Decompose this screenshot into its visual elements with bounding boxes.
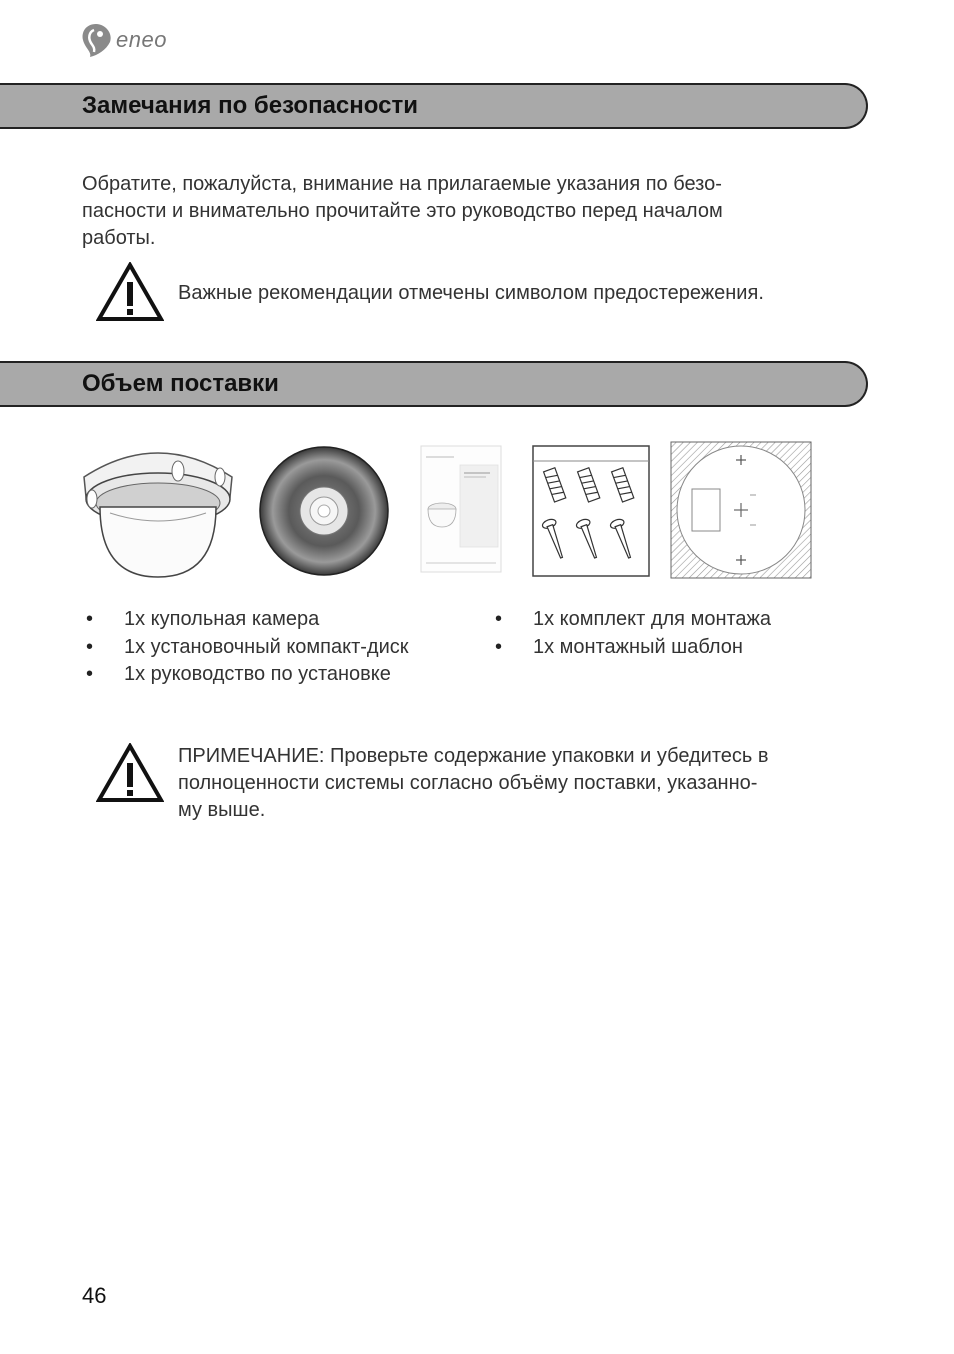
warning-text: Важные рекомендации отмечены символом предостережения. [178,282,764,304]
list-item: • 1x руководство по установке [82,661,409,689]
safety-line: пасности и внимательно прочитайте это руководство перед началом [82,200,723,222]
delivery-items-illustration [80,437,820,582]
cd-disc-icon [258,445,390,577]
brand-name: eneo [116,27,167,52]
delivery-list-left [82,606,409,689]
note-line: му выше. [178,799,266,821]
safety-line: Обратите, пожалуйста, внимание на прилагаемые указания по безо- [82,173,722,195]
brand-logo [80,20,167,60]
section-title-safety: Замечания по безопасности [82,92,418,119]
warning-triangle-icon [96,743,164,803]
eneo-logo-icon [80,22,114,58]
list-item: • 1x купольная камера [82,606,409,634]
safety-line: работы. [82,227,156,249]
safety-paragraph [82,171,842,252]
note-text [178,743,878,824]
list-item: • 1x установочный компакт-диск [82,634,409,662]
dome-camera-icon [80,437,236,579]
list-item: • 1x монтажный шаблон [491,634,771,662]
note-line: ПРИМЕЧАНИЕ: Проверьте содержание упаковки и убедитесь в [178,745,769,767]
mounting-kit-icon [532,445,650,577]
warning-triangle-icon [96,262,164,322]
page-number: 46 [82,1283,107,1308]
note-line: полноценности системы согласно объёму поставки, указанно- [178,772,758,794]
manual-booklet-icon [420,445,502,573]
list-item: • 1x комплект для монтажа [491,606,771,634]
delivery-list-right [491,606,771,661]
section-title-delivery: Объем поставки [82,370,279,397]
mounting-template-icon [670,441,812,579]
